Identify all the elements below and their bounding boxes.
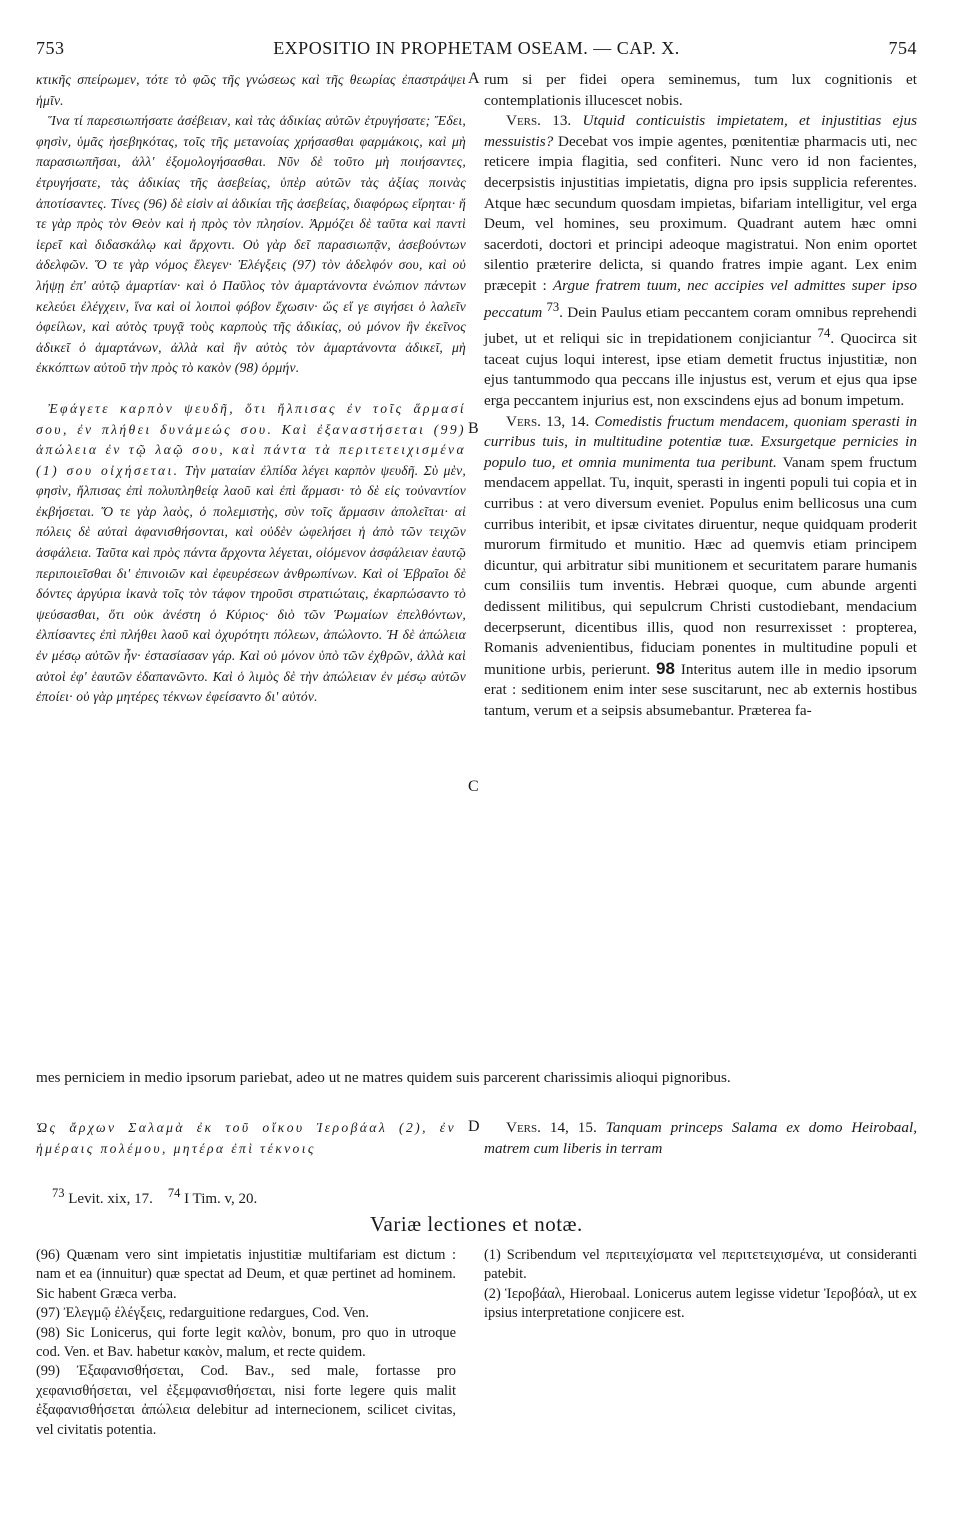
footnote-73-number: 73	[52, 1186, 65, 1200]
quote-levit: Argue fratrem tuum, nec accipies vel admittes super ipso peccatum	[484, 276, 918, 321]
margin-letter-d: D	[468, 1118, 480, 1135]
verse-13-lemma: Utquid conticuistis impietatem, et injustitias ejus messuistis?	[484, 112, 917, 150]
latin-column	[484, 70, 917, 722]
full-width-continuation: mes perniciem in medio ipsorum pariebat, adeo ut ne matres quidem suis parcerent charissimis alioqui pignoribus.	[36, 1069, 731, 1086]
margin-letter-a: A	[468, 70, 480, 87]
note-96: (96) Quænam vero sint impietatis injustitiæ multifariam est dictum : nam et ea (innuitur) quæ spectat ad Deum, et quæ pertinet ad hominem. Sic habent Græca verba.	[36, 1247, 456, 1302]
notes-left-column	[36, 1246, 456, 1438]
column-number-98: 98	[656, 658, 675, 678]
note-2: (2) Ἱεροβάαλ, Hierobaal. Lonicerus autem legisse videtur Ἰεροβόαλ, ut ex ipsius interpretatione conjicere est.	[484, 1285, 917, 1322]
footnote-ref-73: 73	[546, 299, 560, 314]
latin-commentary-13b: . Dein Paulus etiam peccantem coram omnibus reprehendi jubet, ut et reliqui sic in trepidationem conjiciantur	[484, 303, 917, 348]
footnote-73: Levit. xix, 17.	[68, 1191, 153, 1207]
section-title: Variæ lectiones et notæ.	[370, 1212, 583, 1236]
latin-commentary-13c: . Quocirca sit taceat cujus loqui interest, ipse etiam demetit fructus injustitiæ, non ejus tantummodo qua peccans ille injustus est, verum et ejus qua ipse erga peccantem injurius est, non exscindens ejus ad bonum impetum.	[484, 330, 917, 410]
greek-verse-14	[36, 1118, 456, 1159]
latin-commentary-13-14a: Vanam spem fructum mendacem appellat. Tu, inquit, sperasti in ingenti populi tui copia et in curribus : at vero diversum eveniet. Populus enim bellicosus una cum curribus interibit, et ipsæ civitates diruentur, neque quidquam proderit murorum firmitudo et munitio. Hæc ad quemvis etiam principem dicuntur, qui arbitratur sibi munitionem et securitatem parare humanis cum consiliis tum inventis. Hebræi quoque, cum abunde argenti dedissent militibus, qui sepulcrum Christi custodiebant, mendacium decerpserunt, dicentibus illis, quod non resurrexisset : propterea, Romanis advenientibus, fiduciam ponentes in multitudine populi et munitione urbis, perierunt.	[484, 453, 917, 678]
greek-paragraph-1: κτικῆς σπείρωμεν, τότε τὸ φῶς τῆς γνώσεως καὶ τῆς θεωρίας ἐπαστράψει ἡμῖν.	[36, 72, 466, 108]
margin-letter-b: B	[468, 420, 479, 437]
page-number-right: 754	[888, 38, 917, 58]
footnote-74-number: 74	[167, 1186, 181, 1200]
page-number-left: 753	[36, 38, 65, 58]
greek-paragraph-3	[36, 399, 466, 708]
latin-paragraph-3	[484, 412, 917, 722]
latin-verse-14	[484, 1118, 917, 1159]
latin-verse-14-paragraph	[484, 1118, 917, 1159]
greek-paragraph-2: Ἵνα τί παρεσιωπήσατε ἀσέβειαν, καὶ τὰς ἀδικίας αὐτῶν ἐτρυγήσατε; Ἔδει, φησὶν, ὑμᾶς ἠσεβηκότας, τοῖς τῆς μετανοίας χρήσασθαι φαρμάκοις, καὶ μὴ παρασιωπῆσαι, ἀλλ' ἐξομολογήσασθαι. Νῦν δὲ τοῦτο μὴ ποιήσαντες, ἐτρυγήσατε, τὰς ἀδικίας τῆς ἀσεβείας, ὑπὲρ αὐτῶν τὰς ἀξίας ποινὰς ἀποτίσαντες. Τίνες (96) δὲ εἰσὶν αἱ ἀδικίαι τῆς ἀσεβείας, διαφόρως εἴρηται· ἥ τε γὰρ πρὸς τὸν Θεὸν καὶ ἡ πρὸς τὸν πλησίον. Ἁρμόζει δὲ ταῦτα καὶ παντὶ ἱερεῖ καὶ διδασκάλῳ καὶ ἄρχοντι. Οὐ γὰρ δεῖ παρασιωπᾷν, ἀσεβούντων ἀδελφῶν. Ὅ τε γὰρ νόμος ἔλεγεν· Ἐλέγξεις (97) τὸν ἀδελφόν σου, καὶ οὐ λήψῃ ἐπ' αὐτῷ ἁμαρτίαν· καὶ ὁ Παῦλος τὸν ἁμαρτάνοντα ἐνώπιον πάντων κελεύει ἐλέγχειν, ἵνα καὶ οἱ λοιποὶ φόβον ἔχωσιν· ὥς εἴ γε σιγήσει ὁ λαλεῖν ὀφείλων, καὶ αὐτὸς τρυγᾷ τοὺς καρποὺς τῆς ἀδικίας, οὐ μόνον ἣν ἐκεῖνος ἀδικεῖ ὁ ἁμαρτάνων, ἀλλὰ καὶ ἣν αὐτὸς τὸν ἁμαρτάνοντα ἀδικεῖ, μὴ ἐκκόπτων αὐτοῦ τὴν πρὸς τὸ κακὸν (98) ὁρμήν.	[36, 113, 466, 376]
running-head	[36, 38, 917, 62]
greek-verse-14-text: Ὡς ἄρχων Σαλαμὰ ἐκ τοῦ οἴκου Ἰεροβάαλ (2), ἐν ἡμέραις πολέμου, μητέρα ἐπὶ τέκνοις	[36, 1120, 456, 1156]
footnote-74: I Tim. v, 20.	[184, 1191, 258, 1207]
greek-commentary-13-14: Τὴν ματαίαν ἐλπίδα λέγει καρπὸν ψευδῆ. Σὺ μὲν, φησὶν, ἤλπισας ἐπὶ πολυπληθείᾳ λαοῦ καὶ ἐπὶ ἅρμασι· τὸ δὲ εἰς τοὐναντίον ἐκβήσεται. Ὅ τε γὰρ λαὸς, ὁ πολεμιστὴς, σὺν τοῖς ἅρμασιν ἀπολεῖται· αἱ πόλεις δὲ αὐταὶ ἀφανισθήσονται, καὶ οὐδὲν ὠφελήσει ἡ ἀπὸ τῶν τειχῶν ἀσφάλεια. Ταῦτα καὶ πρὸς πάντα ἄρχοντα λέγεται, οἰόμενον ἀσφάλειαν ἑαυτῷ περιποιεῖσθαι δι' ἐπινοιῶν καὶ ἐφευρέσεων ἀνθρωπίνων. Καὶ οἱ Ἑβραῖοι δὲ δόντες ἀργύρια ἱκανὰ τοῖς τὸν τάφον τηροῦσι στρατιώταις, ἐκαρπώσαντο τὸ ψεύσασθαι, ὅτι οὐκ ἀνέστη ὁ Κύριος· διὸ τῶν Ῥωμαίων ἐπελθόντων, ἐλπίσαντες ἐπὶ πλήθει λαοῦ καὶ ὀχυρότητι πόλεων, ἀπώλοντο. Ἡ δὲ ἀπώλεια ἐν μέσῳ αὐτῶν ἦν· ἐστασίασαν γάρ. Καὶ οὐ μόνον ὑπὸ τῶν ἐχθρῶν, ἀλλὰ καὶ αὐτοὶ ἐφ' ἑαυτῶν ἐδαπανῶντο. Καὶ ὁ λιμὸς δὲ τὴν ἀπώλειαν ἐν μέσῳ αὐτῶν ἐποίει· οὐ γὰρ μητέρες τέκνων ἐφείσαντο δι' αὐτόν.	[36, 462, 467, 705]
verse-14-15-lemma: Tanquam princeps Salama ex domo Heirobaal, matrem cum liberis in terram	[484, 1119, 917, 1157]
note-97: (97) Ἐλεγμῷ ἐλέγξεις, redarguitione redargues, Cod. Ven.	[36, 1305, 369, 1322]
verse-ref-13-14: Vers. 13, 14.	[506, 412, 590, 430]
verse-ref-13: Vers. 13.	[506, 112, 572, 130]
latin-commentary-13a: Decebat vos impie agentes, pœnitentiæ pharmacis uti, nec reticere impia flagitia, sed confiteri. Nunc vero id non facientes, decerpsistis injustitias impietatis, digna pro ipsis supplicia referentes. Atque hæc secundum quosdam impietas, bifariam intelligitur, vel erga Deum, vel homines, seu proximum. Quadrant autem hæc omni sacerdoti, doctori et principi adeoque magistratui. Non enim oportet silentio præterire delicta, si quando fratres impie agant. Lex enim præcepit :	[484, 132, 917, 294]
greek-column	[36, 70, 466, 708]
page-title: EXPOSITIO IN PROPHETAM OSEAM. — CAP. X.	[273, 38, 680, 58]
latin-paragraph-2	[484, 111, 917, 411]
greek-verse-13-14: Ἐφάγετε καρπὸν ψευδῆ, ὅτι ἤλπισας ἐν τοῖς ἅρμασί σου, ἐν πλήθει δυνάμεώς σου. Καὶ ἐξαναστήσεται (99) ἀπώλεια ἐν τῷ λαῷ σου, καὶ πάντα τὰ περιτετειχισμένα (1) σου οἰχήσεται.	[36, 400, 466, 478]
notes-right-column	[484, 1246, 917, 1324]
verse-ref-14-15: Vers. 14, 15.	[506, 1119, 597, 1136]
note-1: (1) Scribendum vel περιτειχίσματα vel περιτετειχισμένα, ut consideranti patebit.	[484, 1247, 917, 1283]
margin-letter-c: C	[468, 778, 479, 795]
note-98: (98) Sic Lonicerus, qui forte legit καλὸν, bonum, pro quo in utroque cod. Ven. et Bav. habetur κακὸν, malum, et recte quidem.	[36, 1324, 456, 1361]
latin-commentary-13-14b: Interitus autem ille in medio ipsorum erat : seditionem enim inter sese suscitarunt, nec ab externis hostibus tantum, verum et a seipsis absumebantur. Præterea fa-	[484, 660, 917, 719]
latin-paragraph-1: rum si per fidei opera seminemus, tum lux cognitionis et contemplationis illucescet nobis.	[484, 71, 917, 109]
footnote-ref-74: 74	[817, 326, 831, 341]
verse-13-14-lemma: Comedistis fructum mendacem, quoniam sperasti in curribus tuis, in multitudine potentiæ tuæ. Exsurgetque pernicies in populo tuo, et omnia munimenta tua peribunt.	[484, 412, 918, 471]
note-99: (99) Ἐξαφανισθήσεται, Cod. Bav., sed male, fortasse pro χεφανισθήσεται, vel ἐξεμφανισθήσεται, nisi forte legere quis malit ἐξαφανισθήσεται ἀπώλεια delebitur ad internecionem, scilicet civitas, vel civitatis potentia.	[36, 1363, 456, 1438]
footnotes	[52, 1186, 257, 1208]
